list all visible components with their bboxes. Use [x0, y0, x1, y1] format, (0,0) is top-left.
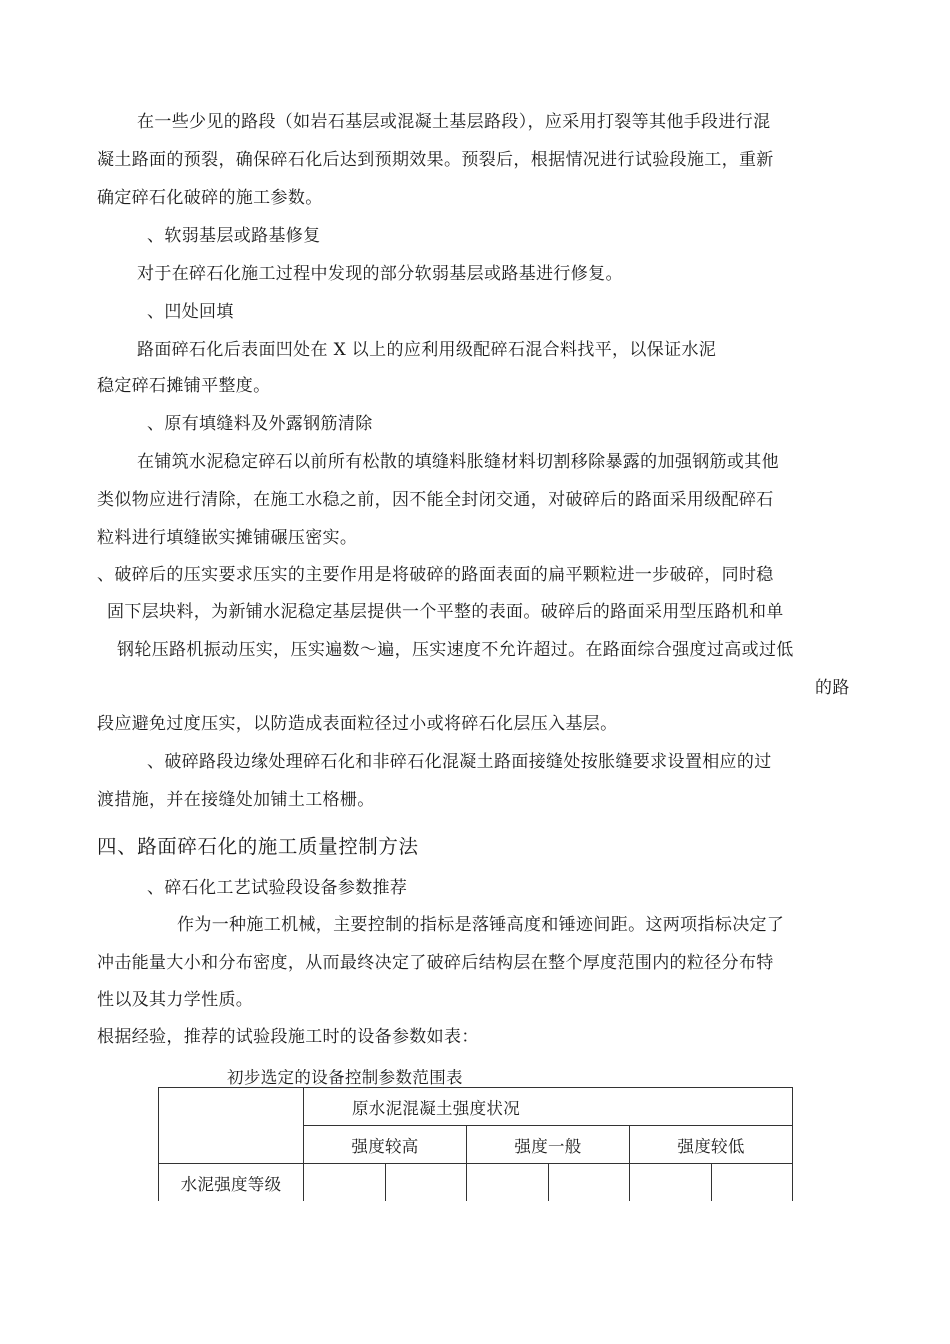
- paragraph-line: 稳定碎石摊铺平整度。: [97, 376, 271, 396]
- table-header-sub: 强度一般: [467, 1126, 630, 1164]
- section-subheading: 、原有填缝料及外露钢筋清除: [147, 414, 373, 434]
- table-header-sub: 强度较高: [304, 1126, 467, 1164]
- paragraph-line: 在一些少见的路段（如岩石基层或混凝土基层路段），应采用打裂等其他手段进行混: [137, 112, 771, 132]
- parameter-table: [158, 1087, 793, 1201]
- paragraph-line: 在铺筑水泥稳定碎石以前所有松散的填缝料胀缝材料切割移除暴露的加强钢筋或其他: [137, 452, 779, 472]
- paragraph-line: 粒料进行填缝嵌实摊铺碾压密实。: [97, 528, 358, 548]
- table-cell: [386, 1164, 467, 1202]
- paragraph-line: 的路: [815, 678, 850, 698]
- paragraph-line: 确定碎石化破碎的施工参数。: [97, 188, 323, 208]
- table-header-main: 原水泥混凝土强度状况: [304, 1088, 793, 1126]
- paragraph-line: 、破碎路段边缘处理碎石化和非碎石化混凝土路面接缝处按胀缝要求设置相应的过: [147, 752, 772, 772]
- table-corner-cell: [159, 1088, 304, 1164]
- paragraph-line: 类似物应进行清除，在施工水稳之前，因不能全封闭交通，对破碎后的路面采用级配碎石: [97, 490, 774, 510]
- table-header-sub: 强度较低: [630, 1126, 793, 1164]
- paragraph-line: 根据经验，推荐的试验段施工时的设备参数如表：: [97, 1027, 479, 1047]
- table-cell: [630, 1164, 712, 1202]
- table-cell: [549, 1164, 630, 1202]
- section-subheading: 、凹处回填: [147, 302, 234, 322]
- section-subheading: 、碎石化工艺试验段设备参数推荐: [147, 878, 408, 898]
- paragraph-line: 作为一种施工机械，主要控制的指标是落锤高度和锤迹间距。这两项指标决定了: [177, 915, 785, 935]
- paragraph-line: 对于在碎石化施工过程中发现的部分软弱基层或路基进行修复。: [137, 264, 623, 284]
- table-cell: [467, 1164, 549, 1202]
- paragraph-line: 路面碎石化后表面凹处在 X 以上的应利用级配碎石混合料找平，以保证水泥: [137, 340, 717, 360]
- table-caption: 初步选定的设备控制参数范围表: [227, 1068, 463, 1087]
- paragraph-line: 渡措施，并在接缝处加铺土工格栅。: [97, 790, 375, 810]
- table-row-label: 水泥强度等级: [159, 1164, 304, 1202]
- paragraph-line: 固下层块料，为新铺水泥稳定基层提供一个平整的表面。破碎后的路面采用型压路机和单: [107, 602, 784, 622]
- paragraph-line: 冲击能量大小和分布密度，从而最终决定了破碎后结构层在整个厚度范围内的粒径分布特: [97, 953, 774, 973]
- paragraph-line: 钢轮压路机振动压实，压实遍数～遍，压实速度不允许超过。在路面综合强度过高或过低: [117, 640, 794, 660]
- table-cell: [304, 1164, 386, 1202]
- section-subheading: 、软弱基层或路基修复: [147, 226, 321, 246]
- table-cell: [712, 1164, 793, 1202]
- paragraph-line: 、破碎后的压实要求压实的主要作用是将破碎的路面表面的扁平颗粒进一步破碎，同时稳: [97, 565, 774, 585]
- paragraph-line: 凝土路面的预裂，确保碎石化后达到预期效果。预裂后，根据情况进行试验段施工，重新: [97, 150, 774, 170]
- section-heading: 四、路面碎石化的施工质量控制方法: [97, 835, 419, 858]
- paragraph-line: 性以及其力学性质。: [97, 990, 254, 1010]
- paragraph-line: 段应避免过度压实，以防造成表面粒径过小或将碎石化层压入基层。: [97, 714, 618, 734]
